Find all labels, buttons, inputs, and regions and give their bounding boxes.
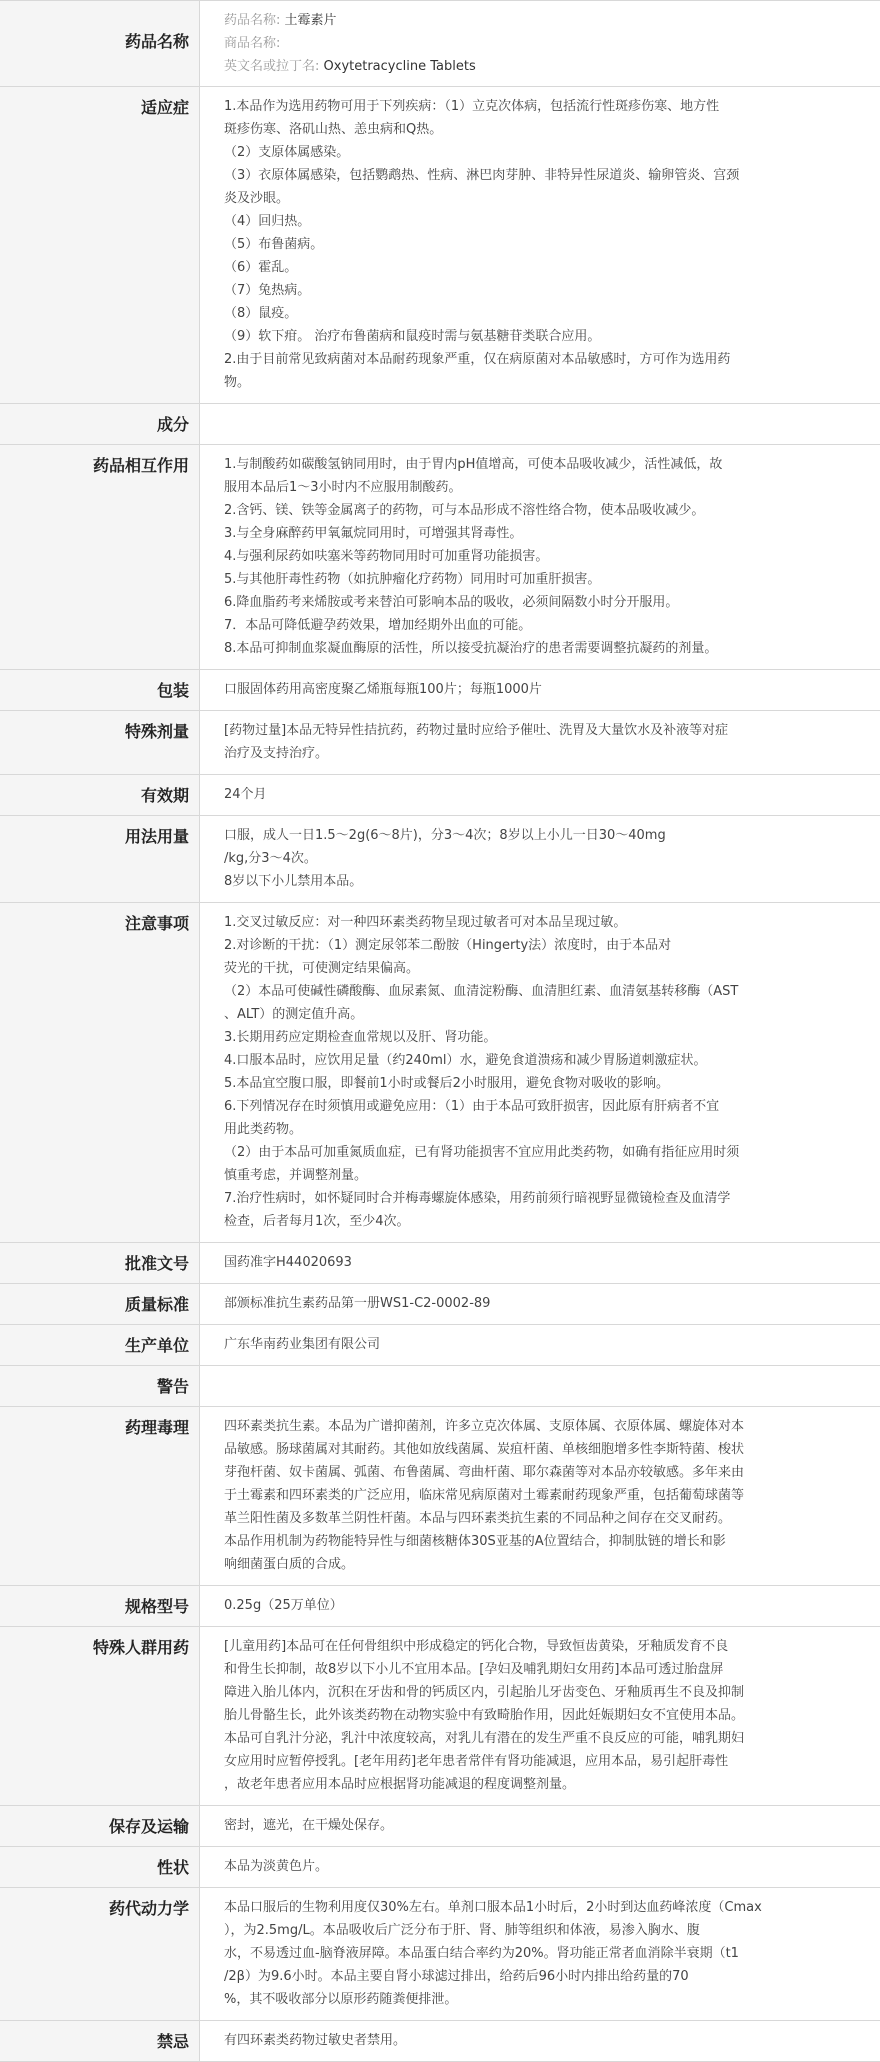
value-line: 1.本品作为选用药物可用于下列疾病：（1）立克次体病，包括流行性斑疹伤寒、地方性 [224,99,720,114]
value-line: 女应用时应暂停授乳。[老年用药]老年患者常伴有肾功能减退，应用本品，易引起肝毒性 [224,1754,729,1769]
value-line: 8岁以下小儿禁用本品。 [224,874,363,889]
row-label: 性状 [156,1858,189,1877]
row-value [224,1292,858,1315]
name-line [224,32,858,55]
info-row [0,404,880,445]
value-line: 1.交叉过敏反应：对一种四环素类药物呈现过敏者可对本品呈现过敏。 [224,915,627,930]
value-line: 本品可自乳汁分泌，乳汁中浓度较高，对乳儿有潜在的发生严重不良反应的可能，哺乳期妇 [224,1731,745,1746]
row-label: 药理毒理 [124,1418,189,1437]
name-key: 商品名称: [224,36,281,51]
info-row [0,445,880,670]
info-row [0,711,880,775]
value-line: 广东华南药业集团有限公司 [224,1337,381,1352]
name-line [224,9,858,32]
row-label: 注意事项 [124,914,189,933]
value-line: 6.下列情况存在时须慎用或避免应用：（1）由于本品可致肝损害，因此原有肝病者不宜 [224,1099,720,1114]
row-label: 成分 [156,415,189,434]
row-label-cell [0,903,200,1242]
row-value [224,783,858,806]
value-line: 本品作用机制为药物能特异性与细菌核糖体30S亚基的A位置结合，抑制肽链的增长和影 [224,1534,726,1549]
row-value [224,1415,858,1576]
value-line: ），为2.5mg/L。本品吸收后广泛分布于肝、肾、肺等组织和体液，易渗入胸水、腹 [224,1923,700,1938]
row-label-cell [0,670,200,710]
info-row [0,87,880,404]
value-line: 慎重考虑，并调整剂量。 [224,1168,368,1183]
value-line: 四环素类抗生素。本品为广谱抑菌剂，许多立克次体属、支原体属、衣原体属、螺旋体对本 [224,1419,745,1434]
value-line: 7.治疗性病时，如怀疑同时合并梅毒螺旋体感染，用药前须行暗视野显微镜检查及血清学 [224,1191,731,1206]
row-label: 用法用量 [124,827,189,846]
row-label-cell [0,2021,200,2061]
row-label: 规格型号 [124,1597,189,1616]
value-line: 部颁标准抗生素药品第一册WS1-C2-0002-89 [224,1296,491,1311]
info-row [0,1586,880,1627]
value-line: 密封，遮光，在干燥处保存。 [224,1818,394,1833]
row-value [224,1333,858,1356]
value-line: （2）由于本品可加重氮质血症，已有肾功能损害不宜应用此类药物，如确有指征应用时须 [224,1145,740,1160]
info-row [0,1243,880,1284]
value-line: 障进入胎儿体内，沉积在牙齿和骨的钙质区内，引起胎儿牙齿变色、牙釉质再生不良及抑制 [224,1685,745,1700]
row-label-cell [0,404,200,444]
name-key: 药品名称: [224,13,281,28]
row-label: 药品名称 [124,32,189,51]
row-label-cell [0,87,200,403]
value-line: 1.与制酸药如碳酸氢钠同用时，由于胃内pH值增高，可使本品吸收减少，活性减低，故 [224,457,723,472]
value-line: 斑疹伤寒、洛矶山热、恙虫病和Q热。 [224,122,443,137]
row-label: 警告 [156,1377,189,1396]
value-line: /kg,分3～4次。 [224,851,317,866]
row-label-cell [0,1586,200,1626]
row-label-cell [0,1243,200,1283]
value-line: 水，不易透过血-脑脊液屏障。本品蛋白结合率约为20%。肾功能正常者血消除半衰期（t1 [224,1946,739,1961]
row-label: 特殊人群用药 [92,1638,189,1657]
value-line: 5.本品宜空腹口服，即餐前1小时或餐后2小时服用，避免食物对吸收的影响。 [224,1076,669,1091]
row-value [224,1251,858,1274]
value-line: %，其不吸收部分以原形药随粪便排泄。 [224,1992,458,2007]
row-label: 包装 [156,681,189,700]
name-value: 土霉素片 [280,13,337,28]
name-value: Oxytetracycline Tablets [319,59,476,74]
row-label: 保存及运输 [108,1817,189,1836]
row-label: 特殊剂量 [124,722,189,741]
value-line: 4.与强利尿药如呋塞米等药物同用时可加重肾功能损害。 [224,549,549,564]
name-key: 英文名或拉丁名: [224,59,320,74]
value-line: （8）鼠疫。 [224,306,298,321]
info-row [0,670,880,711]
row-value [224,9,858,78]
value-line: 和骨生长抑制，故8岁以下小儿不宜用本品。[孕妇及哺乳期妇女用药]本品可透过胎盘屏 [224,1662,724,1677]
row-label-cell [0,1888,200,2020]
info-row [0,1847,880,1888]
row-label-cell [0,1806,200,1846]
row-label: 有效期 [140,786,189,805]
value-line: （2）支原体属感染。 [224,145,350,160]
value-line: 本品口服后的生物利用度仅30%左右。单剂口服本品1小时后，2小时到达血药峰浓度（Cmax [224,1900,762,1915]
value-line: 2.对诊断的干扰：（1）测定尿邻苯二酚胺（Hingerty法）浓度时，由于本品对 [224,938,672,953]
value-line: 荧光的干扰，可使测定结果偏高。 [224,961,420,976]
info-row [0,2021,880,2062]
value-line: 、ALT）的测定值升高。 [224,1007,364,1022]
value-line: 24个月 [224,787,267,802]
row-value [224,1814,858,1837]
row-label-cell [0,816,200,902]
value-line: 3.长期用药应定期检查血常规以及肝、肾功能。 [224,1030,497,1045]
info-row [0,1284,880,1325]
info-row [0,1888,880,2021]
value-line: 6.降血脂药考来烯胺或考来替泊可影响本品的吸收，必须间隔数小时分开服用。 [224,595,679,610]
value-line: （6）霍乱。 [224,260,298,275]
value-line: 革兰阳性菌及多数革兰阴性杆菌。本品与四环素类抗生素的不同品种之间存在交叉耐药。 [224,1511,732,1526]
row-value [224,678,858,701]
info-row [0,1627,880,1806]
row-label: 生产单位 [124,1336,189,1355]
info-row [0,1407,880,1586]
row-label-cell [0,1366,200,1406]
row-label: 禁忌 [156,2032,189,2051]
row-label: 药品相互作用 [92,456,189,475]
row-value [224,1594,858,1617]
value-line: 5.与其他肝毒性药物（如抗肿瘤化疗药物）同用时可加重肝损害。 [224,572,601,587]
value-line: 于土霉素和四环素类的广泛应用，临床常见病原菌对土霉素耐药现象严重，包括葡萄球菌等 [224,1488,745,1503]
value-line: 炎及沙眼。 [224,191,290,206]
row-value [224,719,858,765]
row-label-cell [0,1284,200,1324]
value-line: 胎儿骨骼生长，此外该类药物在动物实验中有致畸胎作用，因此妊娠期妇女不宜使用本品。 [224,1708,745,1723]
value-line: 响细菌蛋白质的合成。 [224,1557,355,1572]
value-line: 有四环素类药物过敏史者禁用。 [224,2033,407,2048]
value-line: （2）本品可使碱性磷酸酶、血尿素氮、血清淀粉酶、血清胆红素、血清氨基转移酶（AST [224,984,739,999]
value-line: 品敏感。肠球菌属对其耐药。其他如放线菌属、炭疽杆菌、单核细胞增多性李斯特菌、梭状 [224,1442,745,1457]
info-row [0,1325,880,1366]
value-line: 治疗及支持治疗。 [224,746,329,761]
row-label-cell [0,1325,200,1365]
value-line: 物。 [224,375,251,390]
row-value [224,95,858,394]
info-row [0,816,880,903]
row-label: 药代动力学 [108,1899,189,1918]
value-line: /2β）为9.6小时。本品主要自肾小球滤过排出，给药后96小时内排出给药量的70 [224,1969,689,1984]
value-line: 用此类药物。 [224,1122,303,1137]
value-line: [儿童用药]本品可在任何骨组织中形成稳定的钙化合物，导致恒齿黄染，牙釉质发育不良 [224,1639,729,1654]
value-line: 7．本品可降低避孕药效果，增加经期外出血的可能。 [224,618,532,633]
info-row [0,903,880,1243]
value-line: [药物过量]本品无特异性拮抗药，药物过量时应给予催吐、洗胃及大量饮水及补液等对症 [224,723,729,738]
row-label: 批准文号 [124,1254,189,1273]
value-line: 本品为淡黄色片。 [224,1859,329,1874]
info-row [0,1806,880,1847]
value-line: （4）回归热。 [224,214,311,229]
value-line: （7）兔热病。 [224,283,311,298]
row-label-cell [0,1627,200,1805]
row-label-cell [0,711,200,774]
row-value [224,1855,858,1878]
value-line: ，故老年患者应用本品时应根据肾功能减退的程度调整剂量。 [224,1777,576,1792]
row-label-cell [0,445,200,669]
row-label-cell [0,775,200,815]
value-line: 服用本品后1～3小时内不应服用制酸药。 [224,480,462,495]
value-line: 口服，成人一日1.5～2g(6～8片)，分3～4次；8岁以上小儿一日30～40mg [224,828,666,843]
row-value [224,2029,858,2052]
value-line: 2.含钙、镁、铁等金属离子的药物，可与本品形成不溶性络合物，使本品吸收减少。 [224,503,705,518]
value-line: 8.本品可抑制血浆凝血酶原的活性，所以接受抗凝治疗的患者需要调整抗凝药的剂量。 [224,641,718,656]
row-value [224,1635,858,1796]
info-row [0,775,880,816]
value-line: 2.由于目前常见致病菌对本品耐药现象严重，仅在病原菌对本品敏感时，方可作为选用药 [224,352,731,367]
value-line: 检查，后者每月1次，至少4次。 [224,1214,410,1229]
name-line [224,55,858,78]
value-line: （3）衣原体属感染，包括鹦鹉热、性病、淋巴肉芽肿、非特异性尿道炎、输卵管炎、宫颈 [224,168,740,183]
value-line: 4.口服本品时，应饮用足量（约240ml）水，避免食道溃疡和减少胃肠道刺激症状。 [224,1053,707,1068]
row-label: 适应症 [140,98,189,117]
row-value [224,453,858,660]
value-line: 3.与全身麻醉药甲氧氟烷同用时，可增强其肾毒性。 [224,526,523,541]
value-line: （9）软下疳。 治疗布鲁菌病和鼠疫时需与氨基糖苷类联合应用。 [224,329,601,344]
row-value [224,824,858,893]
row-label: 质量标准 [124,1295,189,1314]
row-value [224,1896,858,2011]
value-line: （5）布鲁菌病。 [224,237,324,252]
row-label-cell [0,1847,200,1887]
value-line: 芽孢杆菌、奴卡菌属、弧菌、布鲁菌属、弯曲杆菌、耶尔森菌等对本品亦较敏感。多年来由 [224,1465,745,1480]
info-row [0,0,880,87]
value-line: 0.25g（25万单位） [224,1598,343,1613]
info-row [0,1366,880,1407]
row-label-cell [0,1,200,86]
row-value [224,911,858,1233]
value-line: 国药准字H44020693 [224,1255,352,1270]
value-line: 口服固体药用高密度聚乙烯瓶每瓶100片；每瓶1000片 [224,682,542,697]
row-label-cell [0,1407,200,1585]
